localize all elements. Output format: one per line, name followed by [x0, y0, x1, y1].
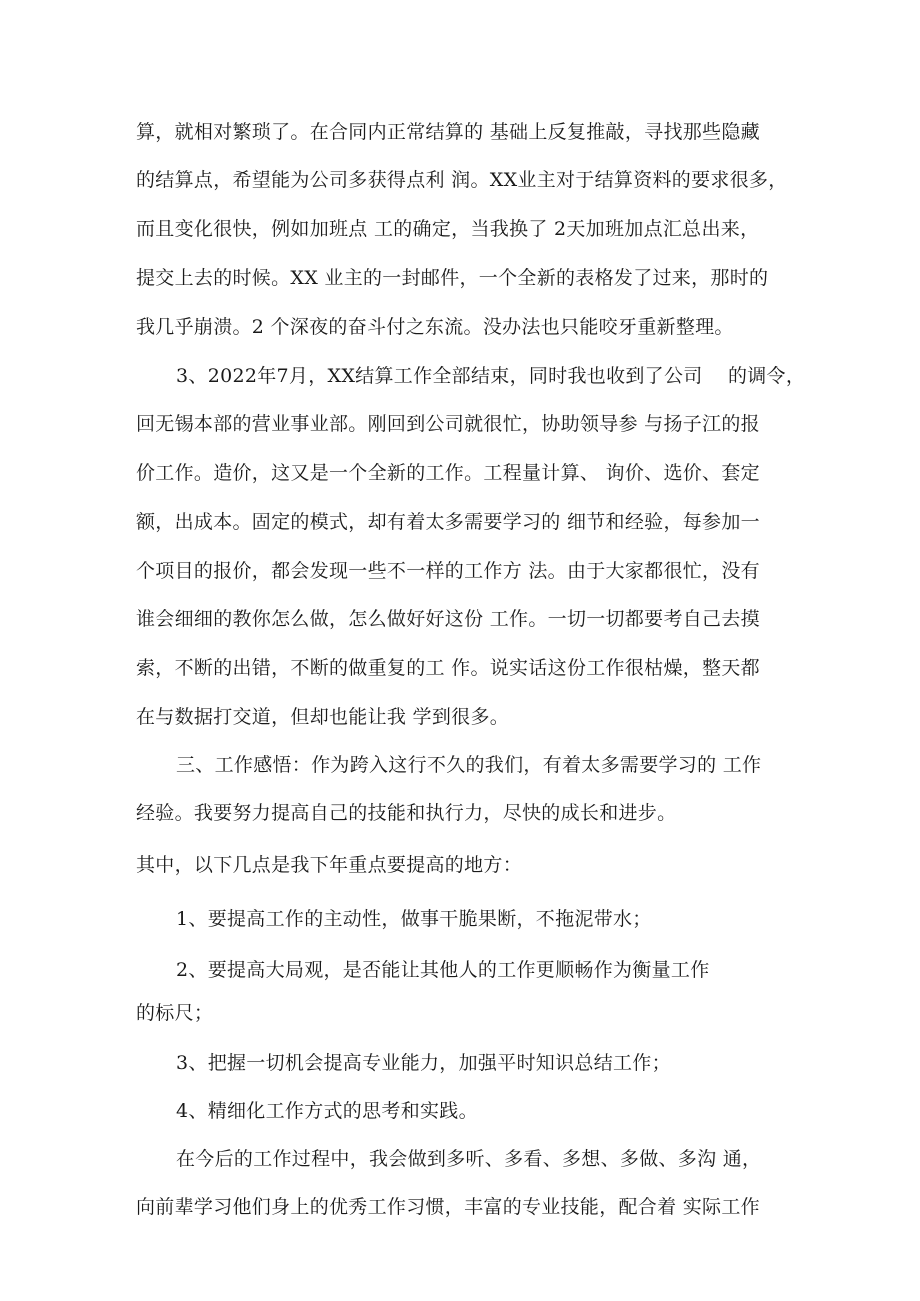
- text-line: 个项目的报价，都会发现一些不一样的工作方 法。由于大家都很忙，没有: [136, 560, 760, 582]
- text-line: 的结算点，希望能为公司多获得点利 润。XX业主对于结算资料的要求很多，: [136, 169, 788, 191]
- text-line: 算，就相对繁琐了。在合同内正常结算的 基础上反复推敲，寻找那些隐藏: [136, 121, 760, 143]
- list-item: 3、把握一切机会提高专业能力，加强平时知识总结工作；: [176, 1052, 671, 1074]
- list-item: 1、要提高工作的主动性，做事干脆果断，不拖泥带水；: [176, 908, 652, 930]
- list-item: 4、精细化工作方式的思考和实践。: [176, 1100, 478, 1122]
- text-line: 在今后的工作过程中，我会做到多听、多看、多想、多做、多沟 通，: [176, 1148, 762, 1170]
- text-line: 三、工作感悟：作为跨入这行不久的我们，有着太多需要学习的 工作: [176, 754, 762, 776]
- text-line: 3、2022年7月，XX结算工作全部结束，同时我也收到了公司 的调令，: [176, 365, 806, 387]
- text-line: 经验。我要努力提高自己的技能和执行力，尽快的成长和进步。: [136, 802, 677, 824]
- text-line: 回无锡本部的营业事业部。刚回到公司就很忙，协助领导参 与扬子江的报: [136, 413, 760, 435]
- paragraph-4: 其中，以下几点是我下年重点要提高的地方：: [136, 854, 523, 876]
- text-line: 价工作。造价，这又是一个全新的工作。工程量计算、 询价、选价、套定: [136, 462, 760, 484]
- text-line: 谁会细细的教你怎么做，怎么做好好这份 工作。一切一切都要考自己去摸: [136, 608, 760, 630]
- text-line: 向前辈学习他们身上的优秀工作习惯，丰富的专业技能，配合着 实际工作: [136, 1196, 760, 1218]
- text-line: 提交上去的时候。XX 业主的一封邮件，一个全新的表格发了过来，那时的: [136, 267, 769, 289]
- list-item: 2、要提高大局观，是否能让其他人的工作更顺畅作为衡量工作: [176, 959, 710, 981]
- text-line: 而且变化很快，例如加班点 工的确定，当我换了 2天加班加点汇总出来，: [136, 218, 760, 240]
- text-line: 在与数据打交道，但却也能让我 学到很多。: [136, 706, 510, 728]
- list-item-continuation: 的标尺；: [136, 1002, 214, 1024]
- text-line: 额，出成本。固定的模式，却有着太多需要学习的 细节和经验，每参加一: [136, 511, 760, 533]
- text-line: 索，不断的出错，不断的做重复的工 作。说实话这份工作很枯燥，整天都: [136, 657, 760, 679]
- text-line: 我几乎崩溃。2 个深夜的奋斗付之东流。没办法也只能咬牙重新整理。: [136, 316, 734, 338]
